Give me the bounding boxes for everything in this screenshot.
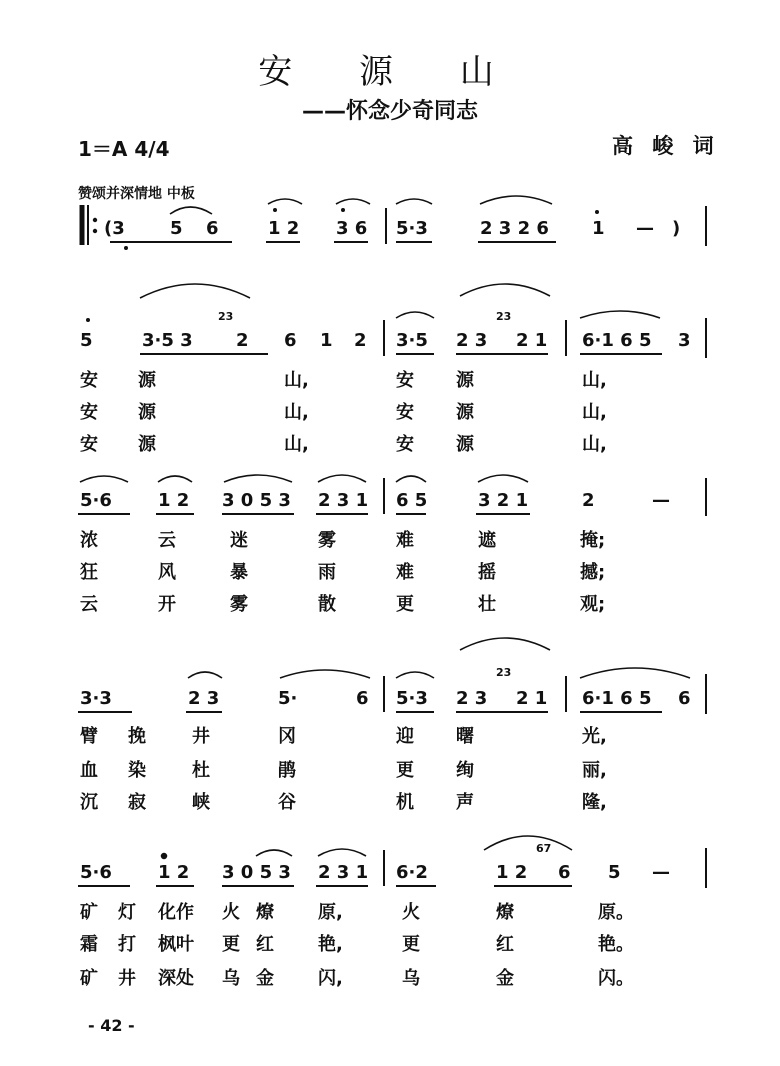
- slur: [256, 850, 292, 856]
- tempo-marking: 赞颂并深情地 中板: [78, 186, 195, 202]
- note: 1: [320, 330, 333, 351]
- slur: [80, 476, 128, 482]
- lyric: 暴: [230, 562, 248, 583]
- lyric: 迎: [396, 726, 414, 747]
- staff-4: [78, 638, 706, 813]
- slur: [396, 672, 434, 678]
- slur: [280, 670, 370, 678]
- lyric: 臂: [80, 726, 98, 747]
- lyric: 安: [80, 434, 98, 455]
- lyric: 云: [80, 594, 98, 615]
- lyric: 闪,: [318, 968, 343, 989]
- lyric: 血: [80, 760, 98, 781]
- staff-3: [78, 475, 706, 615]
- lyric: 金: [256, 968, 274, 989]
- phrase-slur: [484, 836, 572, 850]
- grace-note: 23: [496, 310, 512, 323]
- lyric: 山,: [582, 434, 607, 455]
- lyric: 染: [128, 760, 146, 781]
- lyric: 光,: [582, 726, 607, 747]
- lyric: 原,: [318, 902, 343, 923]
- high-dot: [86, 318, 90, 322]
- slur: [318, 475, 366, 482]
- lyric: 寂: [128, 792, 146, 813]
- lyric: 燎: [496, 902, 514, 923]
- grace-note: 23: [496, 666, 512, 679]
- lyric: 谷: [278, 792, 296, 813]
- note: 6: [284, 330, 297, 351]
- note: 3 0 5 3: [222, 862, 291, 883]
- key-text: 1＝A: [78, 137, 128, 161]
- lyric: 乌: [222, 968, 240, 989]
- note: 3·3: [80, 688, 112, 709]
- slur: [170, 207, 212, 214]
- lyric: 遮: [478, 530, 496, 551]
- note: 6·1 6 5: [582, 688, 652, 709]
- note: 2 3 1: [318, 490, 369, 511]
- lyric: 艳,: [318, 934, 343, 955]
- high-dot: [595, 210, 599, 214]
- lyrics-staff-2: [80, 369, 607, 455]
- song-title: 安 源 山: [258, 52, 522, 92]
- lyricist-credit: 高 峻 词: [612, 134, 720, 158]
- lyric: 鹃: [278, 760, 296, 781]
- slur: [188, 672, 222, 678]
- slur: [478, 475, 528, 482]
- note: 3: [678, 330, 691, 351]
- time-signature: 4/4: [134, 137, 170, 161]
- lyric: 源: [138, 370, 156, 391]
- lyric: 化作: [158, 902, 194, 923]
- note: 1 2: [158, 862, 190, 883]
- note: 6 5: [396, 490, 428, 511]
- lyric: 火: [402, 902, 420, 923]
- lyric: 乌: [402, 968, 420, 989]
- lyric: 火: [222, 902, 240, 923]
- lyric: 山,: [284, 434, 309, 455]
- lyric: 开: [158, 594, 176, 615]
- slur: [224, 475, 292, 482]
- lyric: 冈: [278, 726, 296, 747]
- note: 5: [608, 862, 621, 883]
- lyric: 源: [456, 370, 474, 391]
- lyric: 迷: [230, 530, 248, 551]
- lyric: 源: [138, 402, 156, 423]
- lyric: 沉: [80, 792, 98, 813]
- lyric: 难: [396, 562, 414, 583]
- lyric: 杜: [192, 760, 210, 781]
- lyric: 安: [396, 402, 414, 423]
- note: ): [672, 218, 681, 239]
- lyric: 红: [496, 934, 514, 955]
- lyrics-staff-3: [80, 529, 605, 615]
- lyric: 井: [118, 968, 136, 989]
- note: 6: [356, 688, 369, 709]
- lyric: 原。: [598, 902, 634, 923]
- staff-5: [78, 836, 706, 989]
- lyric: 灯: [118, 902, 136, 923]
- note: 6: [206, 218, 219, 239]
- page-number: - 42 -: [88, 1016, 135, 1035]
- high-dot: [341, 208, 345, 212]
- note: 2 1: [516, 688, 548, 709]
- lyric: 难: [396, 530, 414, 551]
- phrase-slur: [140, 284, 250, 298]
- grace-note: 67: [536, 842, 552, 855]
- slur: [396, 199, 432, 204]
- lyric: 风: [158, 562, 176, 583]
- lyric: 打: [118, 934, 136, 955]
- lyric: 安: [396, 370, 414, 391]
- note: 2 3 1: [318, 862, 369, 883]
- note: 5: [80, 330, 93, 351]
- lyric: 深处: [158, 968, 194, 989]
- lyric: 枫叶: [158, 934, 194, 955]
- note: 3 0 5 3: [222, 490, 291, 511]
- note: —: [652, 490, 670, 511]
- slur: [396, 312, 434, 318]
- staff-1: [82, 196, 706, 250]
- grace-note: 23: [218, 310, 234, 323]
- lyric: 更: [402, 934, 420, 955]
- lyric: 山,: [582, 402, 607, 423]
- slur: [318, 849, 366, 856]
- lyric: 安: [396, 434, 414, 455]
- lyric: 雨: [318, 562, 336, 583]
- lyric: 雾: [318, 530, 336, 551]
- lyric: 闪。: [598, 968, 634, 989]
- note: 2: [582, 490, 595, 511]
- lyric: 观;: [580, 594, 606, 615]
- note: 6: [558, 862, 571, 883]
- song-subtitle: ——怀念少奇同志: [301, 99, 478, 124]
- note: 6·1 6 5: [582, 330, 652, 351]
- lyric: 安: [80, 402, 98, 423]
- note: 2: [236, 330, 249, 351]
- lyric: 浓: [80, 530, 98, 551]
- note: 5·3: [396, 218, 428, 239]
- lyric: 绚: [456, 760, 474, 781]
- lyric: 霜: [80, 934, 98, 955]
- lyric: 山,: [284, 402, 309, 423]
- lyric: 山,: [582, 370, 607, 391]
- slur: [480, 196, 552, 204]
- note: 3·5: [396, 330, 428, 351]
- lyric: 机: [396, 792, 414, 813]
- low-dot: [124, 246, 128, 250]
- lyric: 隆,: [582, 792, 607, 813]
- lyric: 更: [396, 760, 414, 781]
- lyric: 源: [456, 434, 474, 455]
- lyric: 雾: [230, 594, 248, 615]
- lyric: 红: [256, 934, 274, 955]
- note: 1 2: [268, 218, 300, 239]
- note: —: [652, 862, 670, 883]
- lyric: 壮: [478, 594, 496, 615]
- repeat-dot: [93, 218, 97, 222]
- note: 1 2: [158, 490, 190, 511]
- note: 1 2: [496, 862, 528, 883]
- lyric: 声: [456, 792, 474, 813]
- note: 1: [592, 218, 605, 239]
- lyrics-staff-4: [80, 725, 607, 813]
- note: 3 2 1: [478, 490, 529, 511]
- lyric: 艳。: [598, 934, 634, 955]
- lyric: 撼;: [580, 562, 606, 583]
- slur: [268, 199, 302, 204]
- note: 5·3: [396, 688, 428, 709]
- lyric: 丽,: [582, 760, 607, 781]
- lyric: 挽: [128, 726, 146, 747]
- lyric: 山,: [284, 370, 309, 391]
- note: 2 1: [516, 330, 548, 351]
- lyric: 井: [192, 726, 210, 747]
- high-circle: [162, 854, 167, 859]
- staff-2: [80, 284, 706, 455]
- note: 5·: [278, 688, 298, 709]
- slur: [580, 311, 660, 318]
- lyric: 峡: [192, 792, 210, 813]
- lyric: 更: [222, 934, 240, 955]
- note: 2 3: [456, 688, 488, 709]
- lyric: 更: [396, 594, 414, 615]
- lyric: 云: [158, 530, 176, 551]
- slur: [158, 476, 192, 482]
- slur: [396, 476, 426, 482]
- lyric: 源: [138, 434, 156, 455]
- lyric: 曙: [456, 726, 474, 747]
- slur: [336, 199, 370, 204]
- note: 5: [170, 218, 183, 239]
- note: 3 6: [336, 218, 368, 239]
- note: 2 3: [188, 688, 220, 709]
- lyric: 散: [318, 594, 336, 615]
- lyric: 矿: [80, 902, 98, 923]
- note: (3: [104, 218, 125, 239]
- lyric: 安: [80, 370, 98, 391]
- lyric: 掩;: [580, 530, 606, 551]
- note: —: [636, 218, 654, 239]
- lyrics-staff-5: [80, 901, 634, 989]
- note: 5·6: [80, 862, 112, 883]
- note: 2 3: [456, 330, 488, 351]
- note: 2: [354, 330, 367, 351]
- lyric: 金: [496, 968, 514, 989]
- lyric: 摇: [478, 562, 496, 583]
- note: 6: [678, 688, 691, 709]
- note: 5·6: [80, 490, 112, 511]
- high-dot: [273, 208, 277, 212]
- lyric: 源: [456, 402, 474, 423]
- lyric: 燎: [256, 902, 274, 923]
- note: 6·2: [396, 862, 428, 883]
- note: 3·5 3: [142, 330, 193, 351]
- lyric: 狂: [80, 562, 98, 583]
- phrase-slur: [460, 284, 550, 296]
- lyric: 矿: [80, 968, 98, 989]
- slur: [580, 668, 690, 678]
- repeat-dot: [93, 229, 97, 233]
- phrase-slur: [460, 638, 550, 650]
- note: 2 3 2 6: [480, 218, 549, 239]
